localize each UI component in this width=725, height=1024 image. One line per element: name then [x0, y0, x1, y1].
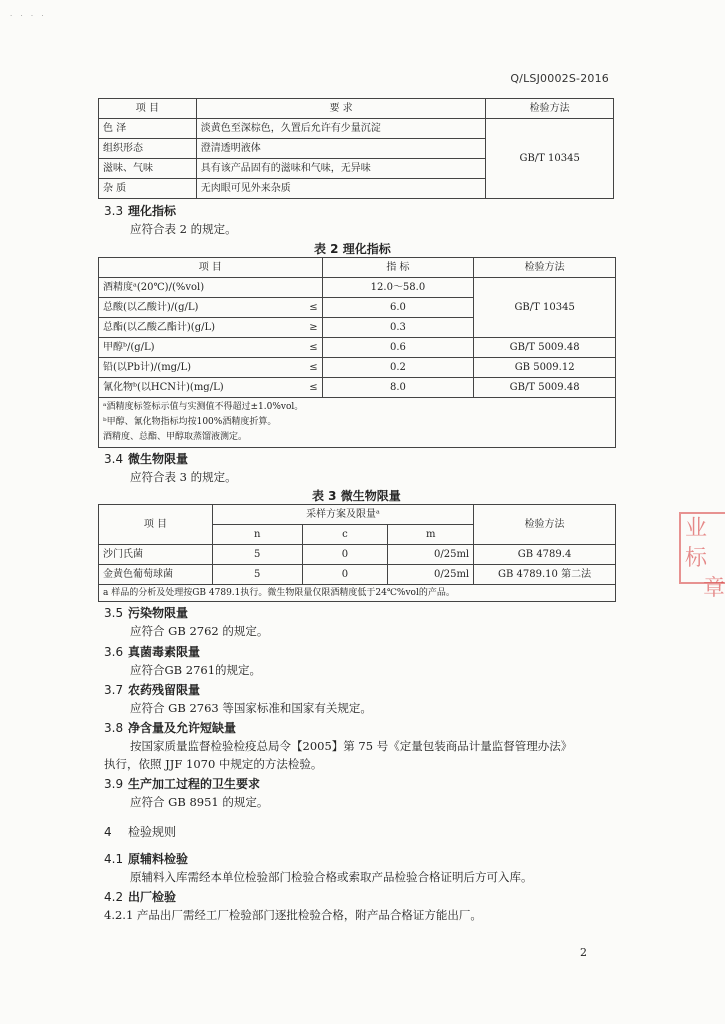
cell-item: 甲醇ᵇ/(g/L): [99, 338, 297, 358]
section-3-5-text: 应符合 GB 2762 的规定。: [130, 624, 269, 638]
header-m: m: [388, 525, 474, 545]
cell-requirement: 无肉眼可见外来杂质: [196, 179, 485, 199]
section-3-8-text: 按国家质量监督检验检疫总局令【2005】第 75 号《定量包装商品计量监督管理办法》: [130, 739, 573, 753]
header-c: c: [302, 525, 388, 545]
document-code: Q/LSJ0002S-2016: [510, 72, 609, 85]
cell-item: 滋味、气味: [99, 159, 197, 179]
cell-item: 组织形态: [99, 139, 197, 159]
section-3-9-text: 应符合 GB 8951 的规定。: [130, 795, 269, 809]
cell-symbol: ≤: [296, 358, 322, 378]
cell-n: 5: [212, 565, 302, 585]
cell-item: 酒精度ᵃ(20℃)/(%vol): [99, 278, 297, 298]
cell-item: 氰化物ᵇ(以HCN计)(mg/L): [99, 378, 297, 398]
section-3-3-text: 应符合表 2 的规定。: [130, 222, 237, 236]
cell-symbol: ≤: [296, 298, 322, 318]
header-n: n: [212, 525, 302, 545]
table-row: [99, 338, 616, 358]
header-method: 检验方法: [474, 258, 616, 278]
header-item: 项 目: [99, 505, 213, 545]
section-3-3-heading: 3.3 理化指标: [104, 204, 177, 218]
cell-method: GB/T 10345: [474, 278, 616, 338]
cell-requirement: 具有该产品固有的滋味和气味，无异味: [196, 159, 485, 179]
cell-m: 0/25ml: [388, 545, 474, 565]
section-4-2-heading: 4.2 出厂检验: [104, 890, 177, 904]
section-3-4-text: 应符合表 3 的规定。: [130, 470, 237, 484]
section-4-1-text: 原辅料入库需经本单位检验部门检验合格或索取产品检验合格证明后方可入库。: [130, 870, 533, 884]
cell-symbol: [296, 278, 322, 298]
table-row: [99, 565, 616, 585]
cell-item: 金黄色葡萄球菌: [99, 565, 213, 585]
sensory-table: [98, 98, 614, 199]
cell-c: 0: [302, 565, 388, 585]
table-row: [99, 278, 616, 298]
physicochemical-table: [98, 257, 616, 448]
stamp-text: 章: [703, 576, 725, 601]
table-header-row: [99, 99, 614, 119]
cell-requirement: 淡黄色至深棕色，久置后允许有少量沉淀: [196, 119, 485, 139]
red-stamp: [679, 512, 725, 601]
cell-c: 0: [302, 545, 388, 565]
cell-value: 0.3: [322, 318, 474, 338]
table-row: [99, 358, 616, 378]
table-notes-row: [99, 398, 616, 448]
section-3-5-heading: 3.5 污染物限量: [104, 606, 189, 620]
table-notes-row: [99, 585, 616, 602]
table-note: ᵃ酒精度标签标示值与实测值不得超过±1.0%vol。: [103, 402, 304, 412]
table-row: [99, 378, 616, 398]
microbial-table: [98, 504, 616, 602]
table-row: [99, 545, 616, 565]
table-header-row: [99, 258, 616, 278]
scan-marks: · · · ·: [10, 12, 47, 20]
table2-title: 表 2 理化指标: [314, 242, 391, 256]
cell-method: GB/T 5009.48: [474, 378, 616, 398]
cell-item: 色 泽: [99, 119, 197, 139]
cell-value: 8.0: [322, 378, 474, 398]
header-method: 检验方法: [474, 505, 616, 545]
cell-m: 0/25ml: [388, 565, 474, 585]
cell-n: 5: [212, 545, 302, 565]
table-note: ᵇ甲醇、氰化物指标均按100%酒精度折算。: [103, 417, 277, 427]
table-header-row: [99, 505, 616, 525]
section-4-1-heading: 4.1 原辅料检验: [104, 852, 189, 866]
cell-value: 0.2: [322, 358, 474, 378]
table3-title: 表 3 微生物限量: [312, 489, 401, 503]
cell-requirement: 澄清透明液体: [196, 139, 485, 159]
section-3-4-heading: 3.4 微生物限量: [104, 452, 189, 466]
cell-method: GB 5009.12: [474, 358, 616, 378]
cell-item: 总酸(以乙酸计)/(g/L): [99, 298, 297, 318]
cell-symbol: ≤: [296, 378, 322, 398]
table-note: a 样品的分析及处理按GB 4789.1执行。微生物限量仅限酒精度低于24℃%vol的产品。: [99, 585, 616, 602]
cell-symbol: ≤: [296, 338, 322, 358]
cell-method: GB 4789.4: [474, 545, 616, 565]
section-4-heading: 4 检验规则: [104, 825, 177, 839]
table-note: 酒精度、总酯、甲醇取蒸馏液测定。: [103, 432, 248, 442]
section-4-2-1-text: 4.2.1 产品出厂需经工厂检验部门逐批检验合格，附产品合格证方能出厂。: [104, 908, 482, 922]
header-item: 项 目: [99, 99, 197, 119]
table-notes: [99, 398, 616, 448]
header-item: 项 目: [99, 258, 323, 278]
section-3-8-text-cont: 执行，依照 JJF 1070 中规定的方法检验。: [104, 757, 323, 771]
cell-value: 12.0～58.0: [322, 278, 474, 298]
cell-method: GB/T 10345: [486, 119, 614, 199]
cell-value: 6.0: [322, 298, 474, 318]
section-3-7-heading: 3.7 农药残留限量: [104, 683, 201, 697]
cell-item: 总酯(以乙酸乙酯计)(g/L): [99, 318, 297, 338]
cell-symbol: ≥: [296, 318, 322, 338]
cell-item: 杂 质: [99, 179, 197, 199]
cell-value: 0.6: [322, 338, 474, 358]
section-3-8-heading: 3.8 净含量及允许短缺量: [104, 721, 237, 735]
cell-method: GB 4789.10 第二法: [474, 565, 616, 585]
section-3-6-text: 应符合GB 2761的规定。: [130, 663, 262, 677]
page-number: 2: [580, 946, 587, 959]
header-sampling-plan: 采样方案及限量ᵃ: [212, 505, 473, 525]
cell-item: 沙门氏菌: [99, 545, 213, 565]
header-indicator: 指 标: [322, 258, 474, 278]
header-method: 检验方法: [486, 99, 614, 119]
header-requirement: 要 求: [196, 99, 485, 119]
cell-item: 铅(以Pb计)/(mg/L): [99, 358, 297, 378]
table-row: [99, 119, 614, 139]
section-3-9-heading: 3.9 生产加工过程的卫生要求: [104, 777, 261, 791]
section-3-6-heading: 3.6 真菌毒素限量: [104, 645, 201, 659]
stamp-text: 业标: [685, 516, 708, 571]
cell-method: GB/T 5009.48: [474, 338, 616, 358]
section-3-7-text: 应符合 GB 2763 等国家标准和国家有关规定。: [130, 701, 372, 715]
